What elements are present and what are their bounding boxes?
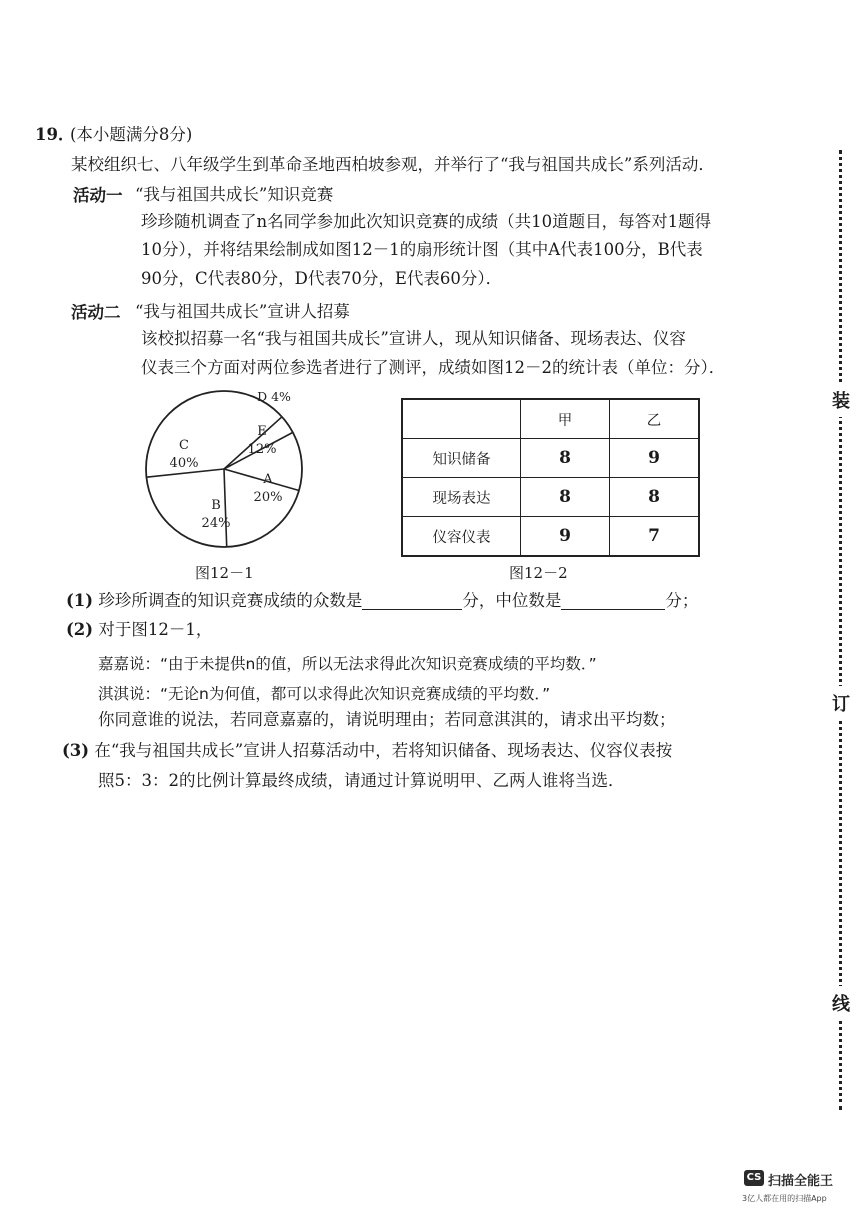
cell-jia: 8	[521, 439, 610, 478]
table-caption: 图12－2	[509, 564, 568, 582]
binding-dotted-line	[839, 150, 842, 1110]
header-jia: 甲	[521, 399, 610, 439]
part1-label: (1)	[66, 591, 94, 610]
part1-text-b: 分，中位数是	[462, 591, 562, 610]
part2-question: 你同意谁的说法，若同意嘉嘉的，请说明理由；若同意淇淇的，请求出平均数；	[98, 710, 676, 729]
table-header-row	[402, 399, 699, 439]
jiajia-statement: 嘉嘉说：“由于未提供n的值，所以无法求得此次知识竞赛成绩的平均数．”	[98, 655, 597, 673]
part1-text-c: 分；	[665, 591, 699, 610]
pie-percent-E: 12%	[247, 442, 277, 457]
activity2-line1: 该校拟招募一名“我与祖国共成长”宣讲人，现从知识储备、现场表达、仪容	[141, 329, 686, 348]
pie-caption: 图12－1	[195, 564, 254, 582]
part1-text-a: 珍珍所调查的知识竞赛成绩的众数是	[98, 591, 363, 610]
part2-text-a: 对于图12－1，	[98, 620, 213, 639]
cell-yi: 8	[610, 478, 700, 517]
score-table	[401, 398, 700, 557]
qiqi-statement: 淇淇说：“无论n为何值，都可以求得此次知识竞赛成绩的平均数．”	[98, 685, 551, 703]
part3-label: (3)	[62, 741, 90, 760]
question-number: 19．	[35, 125, 75, 144]
header-yi: 乙	[610, 399, 700, 439]
activity2-title: “我与祖国共成长”宣讲人招募	[135, 302, 350, 321]
pie-percent-A: 20%	[253, 490, 283, 505]
row-name: 知识储备	[402, 439, 521, 478]
binding-xian: 线	[830, 986, 852, 1020]
pie-label-A: A	[263, 472, 273, 487]
pie-label-B: B	[211, 498, 221, 513]
part3-text-a: 在“我与祖国共成长”宣讲人招募活动中，若将知识储备、现场表达、仪容仪表按	[94, 741, 673, 760]
part1-line	[66, 592, 698, 610]
intro-text: 某校组织七、八年级学生到革命圣地西柏坡参观，并举行了“我与祖国共成长”系列活动．	[71, 155, 715, 174]
activity1-line2: 10分），并将结果绘制成如图12－1的扇形统计图（其中A代表100分，B代表	[141, 240, 703, 259]
pie-label-C: C	[179, 438, 189, 453]
median-answer-blank[interactable]	[561, 592, 665, 610]
activity2-label: 活动二	[71, 303, 121, 322]
cell-jia: 8	[521, 478, 610, 517]
activity1-label: 活动一	[73, 186, 123, 205]
activity1-title: “我与祖国共成长”知识竞赛	[135, 185, 334, 204]
app-name: 扫描全能王	[768, 1174, 834, 1189]
activity1-line3: 90分，C代表80分，D代表70分，E代表60分）．	[141, 269, 503, 288]
activity2-line2: 仪表三个方面对两位参选者进行了测评，成绩如图12－2的统计表（单位：分）．	[141, 358, 726, 377]
pie-label-E: E	[257, 424, 267, 439]
pie-percent-C: 40%	[169, 456, 199, 471]
binding-zhuang: 装	[830, 383, 852, 417]
part3-line2: 照5：3：2的比例计算最终成绩，请通过计算说明甲、乙两人谁将当选．	[98, 771, 625, 790]
row-name: 仪容仪表	[402, 517, 521, 557]
pie-label-D: D 4%	[257, 389, 291, 404]
cell-yi: 9	[610, 439, 700, 478]
camscanner-logo-icon: CS	[744, 1170, 764, 1186]
table-row	[402, 478, 699, 517]
part2-label: (2)	[66, 620, 94, 639]
row-name: 现场表达	[402, 478, 521, 517]
score-note: (本小题满分8分)	[70, 125, 193, 144]
part3-line1	[62, 743, 672, 760]
pie-chart	[140, 385, 320, 565]
app-tagline: 3亿人都在用的扫描App	[742, 1194, 827, 1203]
activity1-line1: 珍珍随机调查了n名同学参加此次知识竞赛的成绩（共10道题目，每答对1题得	[141, 212, 712, 231]
cell-yi: 7	[610, 517, 700, 557]
cell-jia: 9	[521, 517, 610, 557]
table-row	[402, 517, 699, 557]
binding-ding: 订	[830, 686, 852, 720]
table-row	[402, 439, 699, 478]
mode-answer-blank[interactable]	[362, 592, 462, 610]
table-corner	[402, 399, 521, 439]
part2-line	[66, 622, 212, 639]
pie-percent-B: 24%	[201, 516, 231, 531]
